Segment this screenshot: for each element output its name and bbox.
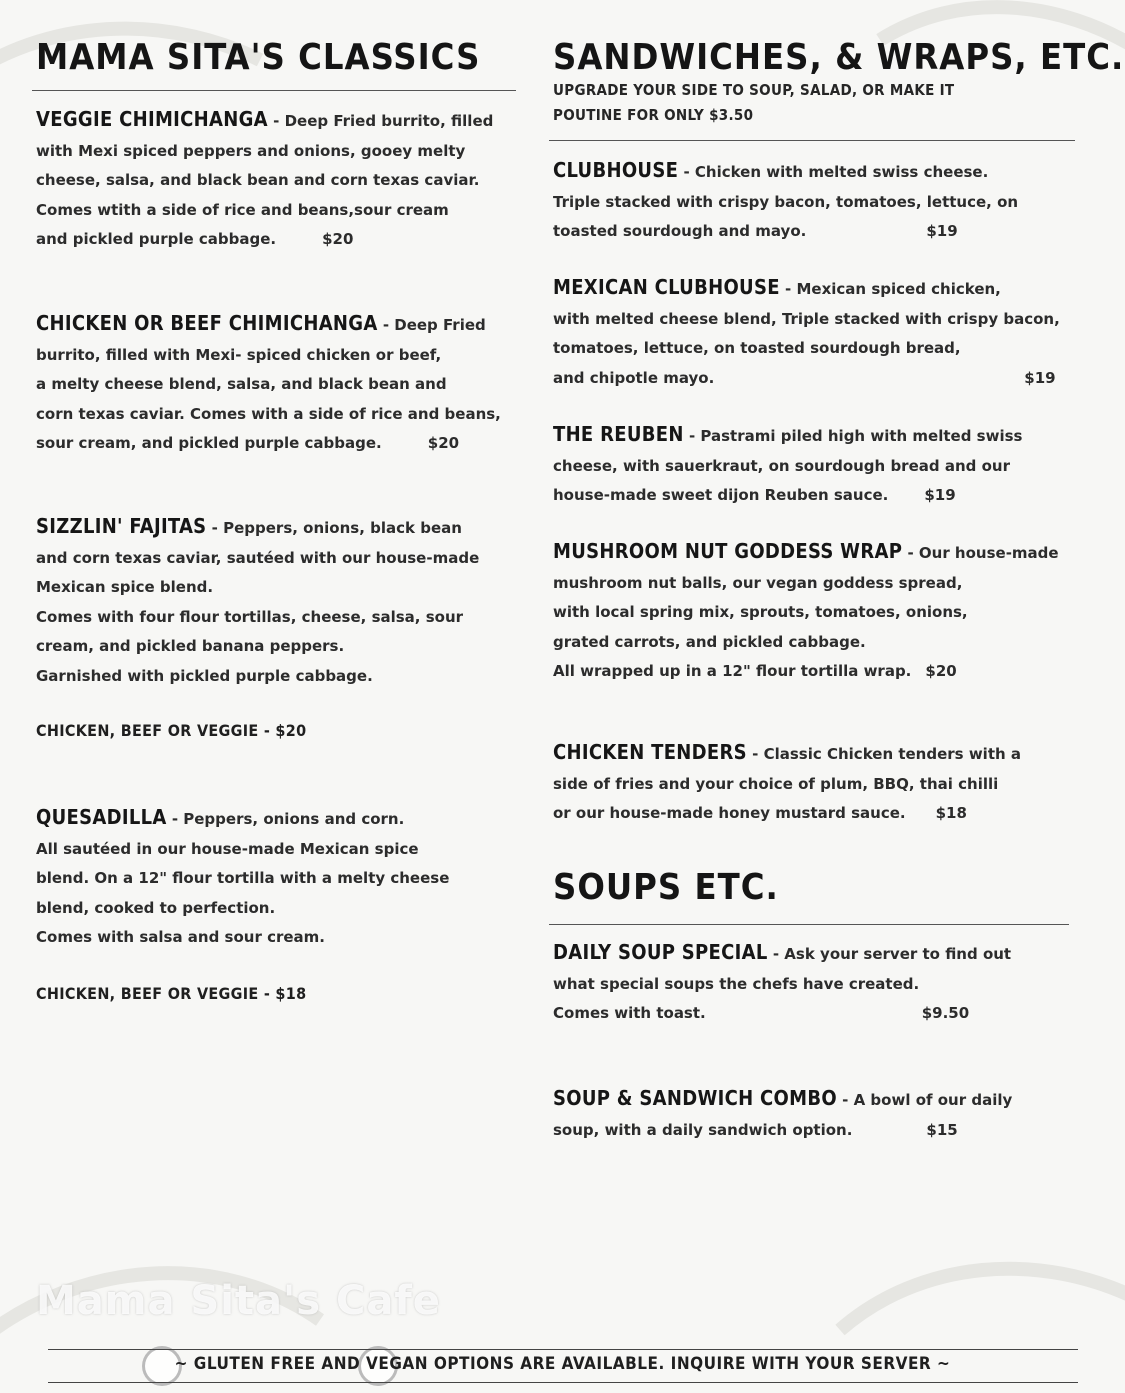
section-title-soups: SOUPS ETC. <box>553 867 779 908</box>
item-price: $20 <box>925 662 957 680</box>
item-description-line: corn texas caviar. Comes with a side of rice and beans, <box>36 404 501 423</box>
upgrade-note <box>553 78 954 128</box>
item-description-line: and chipotle mayo. <box>553 368 715 387</box>
item-description-line: cream, and pickled banana peppers. <box>36 637 345 655</box>
menu-item-mexican-clubhouse <box>553 273 1060 393</box>
item-description-line: All wrapped up in a 12" flour tortilla wrap. <box>553 662 912 680</box>
item-description-line: blend, cooked to perfection. <box>36 898 276 917</box>
item-description: - Mexican spiced chicken, <box>785 280 1001 298</box>
item-description: - Deep Fried <box>382 316 486 334</box>
item-description-line: with melted cheese blend, Triple stacked with crispy bacon, <box>553 309 1060 328</box>
menu-item-daily-soup-special <box>553 938 1011 1029</box>
item-description-line: a melty cheese blend, salsa, and black bean and <box>36 375 447 393</box>
section-divider <box>549 140 1075 141</box>
item-description-line: Comes with salsa and sour cream. <box>36 928 326 946</box>
item-price: $18 <box>935 804 967 822</box>
item-description-line: what special soups the chefs have created. <box>553 974 920 993</box>
item-price: $20 <box>322 230 354 248</box>
menu-item-soup-sandwich-combo <box>553 1084 1012 1145</box>
item-name: CLUBHOUSE <box>553 158 679 182</box>
item-description-line: blend. On a 12" flour tortilla with a melty cheese <box>36 869 450 887</box>
item-price: $9.50 <box>921 1004 970 1022</box>
item-description: - Peppers, onions and corn. <box>171 810 405 828</box>
section-title-classics: MAMA SITA'S CLASSICS <box>36 37 481 78</box>
item-name: CHICKEN TENDERS <box>553 740 747 764</box>
item-description-line: cheese, salsa, and black bean and corn texas caviar. <box>36 171 480 189</box>
item-description-line: All sautéed in our house-made Mexican spice <box>36 839 419 858</box>
item-description-line: and corn texas caviar, sautéed with our house-made <box>36 548 480 567</box>
item-description-line: with local spring mix, sprouts, tomatoes, onions, <box>553 603 968 621</box>
item-name: MUSHROOM NUT GODDESS WRAP <box>553 539 903 563</box>
item-description-line: tomatoes, lettuce, on toasted sourdough bread, <box>553 339 961 357</box>
item-price: $19 <box>926 222 958 240</box>
item-name: QUESADILLA <box>36 805 167 829</box>
item-description-line: Comes wtith a side of rice and beans,sour cream <box>36 200 449 219</box>
item-name: DAILY SOUP SPECIAL <box>553 940 768 964</box>
item-description-line: toasted sourdough and mayo. <box>553 222 807 240</box>
item-description-line: and pickled purple cabbage. <box>36 230 277 248</box>
item-description-line: grated carrots, and pickled cabbage. <box>553 632 866 651</box>
item-name: THE REUBEN <box>553 422 684 446</box>
footer-divider-top <box>48 1349 1078 1350</box>
item-options-price: CHICKEN, BEEF OR VEGGIE - $18 <box>36 984 307 1003</box>
menu-item-veggie-chimichanga <box>36 105 493 255</box>
item-price: $19 <box>924 486 956 504</box>
item-name: MEXICAN CLUBHOUSE <box>553 275 780 299</box>
menu-item-clubhouse <box>553 156 1018 247</box>
cafe-watermark: Mama Sita's Cafe <box>36 1278 441 1324</box>
item-description-line: or our house-made honey mustard sauce. <box>553 804 906 822</box>
upgrade-note-line: UPGRADE YOUR SIDE TO SOUP, SALAD, OR MAKE IT <box>553 81 955 99</box>
item-description-line: with Mexi spiced peppers and onions, gooey melty <box>36 141 466 160</box>
section-divider <box>32 90 516 91</box>
item-description: - Pastrami piled high with melted swiss <box>688 427 1023 445</box>
item-name: VEGGIE CHIMICHANGA <box>36 107 268 131</box>
item-price: $19 <box>1024 368 1056 387</box>
item-options-price: CHICKEN, BEEF OR VEGGIE - $20 <box>36 721 307 740</box>
menu-item-chicken-beef-chimichanga <box>36 309 501 459</box>
item-name: CHICKEN OR BEEF CHIMICHANGA <box>36 311 378 335</box>
item-description: - Peppers, onions, black bean <box>211 519 462 537</box>
item-description-line: cheese, with sauerkraut, on sourdough bread and our <box>553 456 1010 475</box>
section-title-sandwiches: SANDWICHES, & WRAPS, ETC. <box>553 37 1125 78</box>
item-price: $15 <box>926 1120 958 1139</box>
item-description: - Ask your server to find out <box>772 945 1012 963</box>
item-description-line: Comes with four flour tortillas, cheese, salsa, sour <box>36 607 464 626</box>
item-description-line: Mexican spice blend. <box>36 578 214 596</box>
item-description-line: Garnished with pickled purple cabbage. <box>36 666 373 685</box>
upgrade-note-line: POUTINE FOR ONLY $3.50 <box>553 106 754 124</box>
item-description: - Classic Chicken tenders with a <box>752 745 1022 763</box>
item-description-line: burrito, filled with Mexi- spiced chicken or beef, <box>36 345 442 364</box>
item-name: SOUP & SANDWICH COMBO <box>553 1086 837 1110</box>
menu-item-chicken-tenders <box>553 738 1021 829</box>
item-description: - Deep Fried burrito, filled <box>273 112 494 130</box>
item-description-line: sour cream, and pickled purple cabbage. <box>36 434 382 452</box>
item-price: $20 <box>427 434 460 452</box>
item-description: - Our house-made <box>907 544 1059 562</box>
section-divider <box>549 924 1069 925</box>
item-description-line: Triple stacked with crispy bacon, tomatoes, lettuce, on <box>553 192 1019 211</box>
menu-item-the-reuben <box>553 420 1022 511</box>
item-description-line: house-made sweet dijon Reuben sauce. <box>553 486 889 504</box>
item-description-line: mushroom nut balls, our vegan goddess spread, <box>553 573 963 592</box>
menu-item-mushroom-nut-goddess-wrap <box>553 537 1059 687</box>
item-name: SIZZLIN' FAJITAS <box>36 514 207 538</box>
item-description: - Chicken with melted swiss cheese. <box>683 163 989 181</box>
item-description-line: side of fries and your choice of plum, BBQ, thai chilli <box>553 774 999 793</box>
menu-item-sizzlin-fajitas <box>36 512 479 691</box>
item-description: - A bowl of our daily <box>842 1091 1013 1109</box>
item-description-line: soup, with a daily sandwich option. <box>553 1120 853 1139</box>
menu-item-quesadilla <box>36 803 449 953</box>
footer-dietary-note: ~ GLUTEN FREE AND VEGAN OPTIONS ARE AVAILABLE. INQUIRE WITH YOUR SERVER ~ <box>174 1354 951 1374</box>
item-description-line: Comes with toast. <box>553 1004 706 1022</box>
footer-divider-bottom <box>48 1382 1078 1383</box>
